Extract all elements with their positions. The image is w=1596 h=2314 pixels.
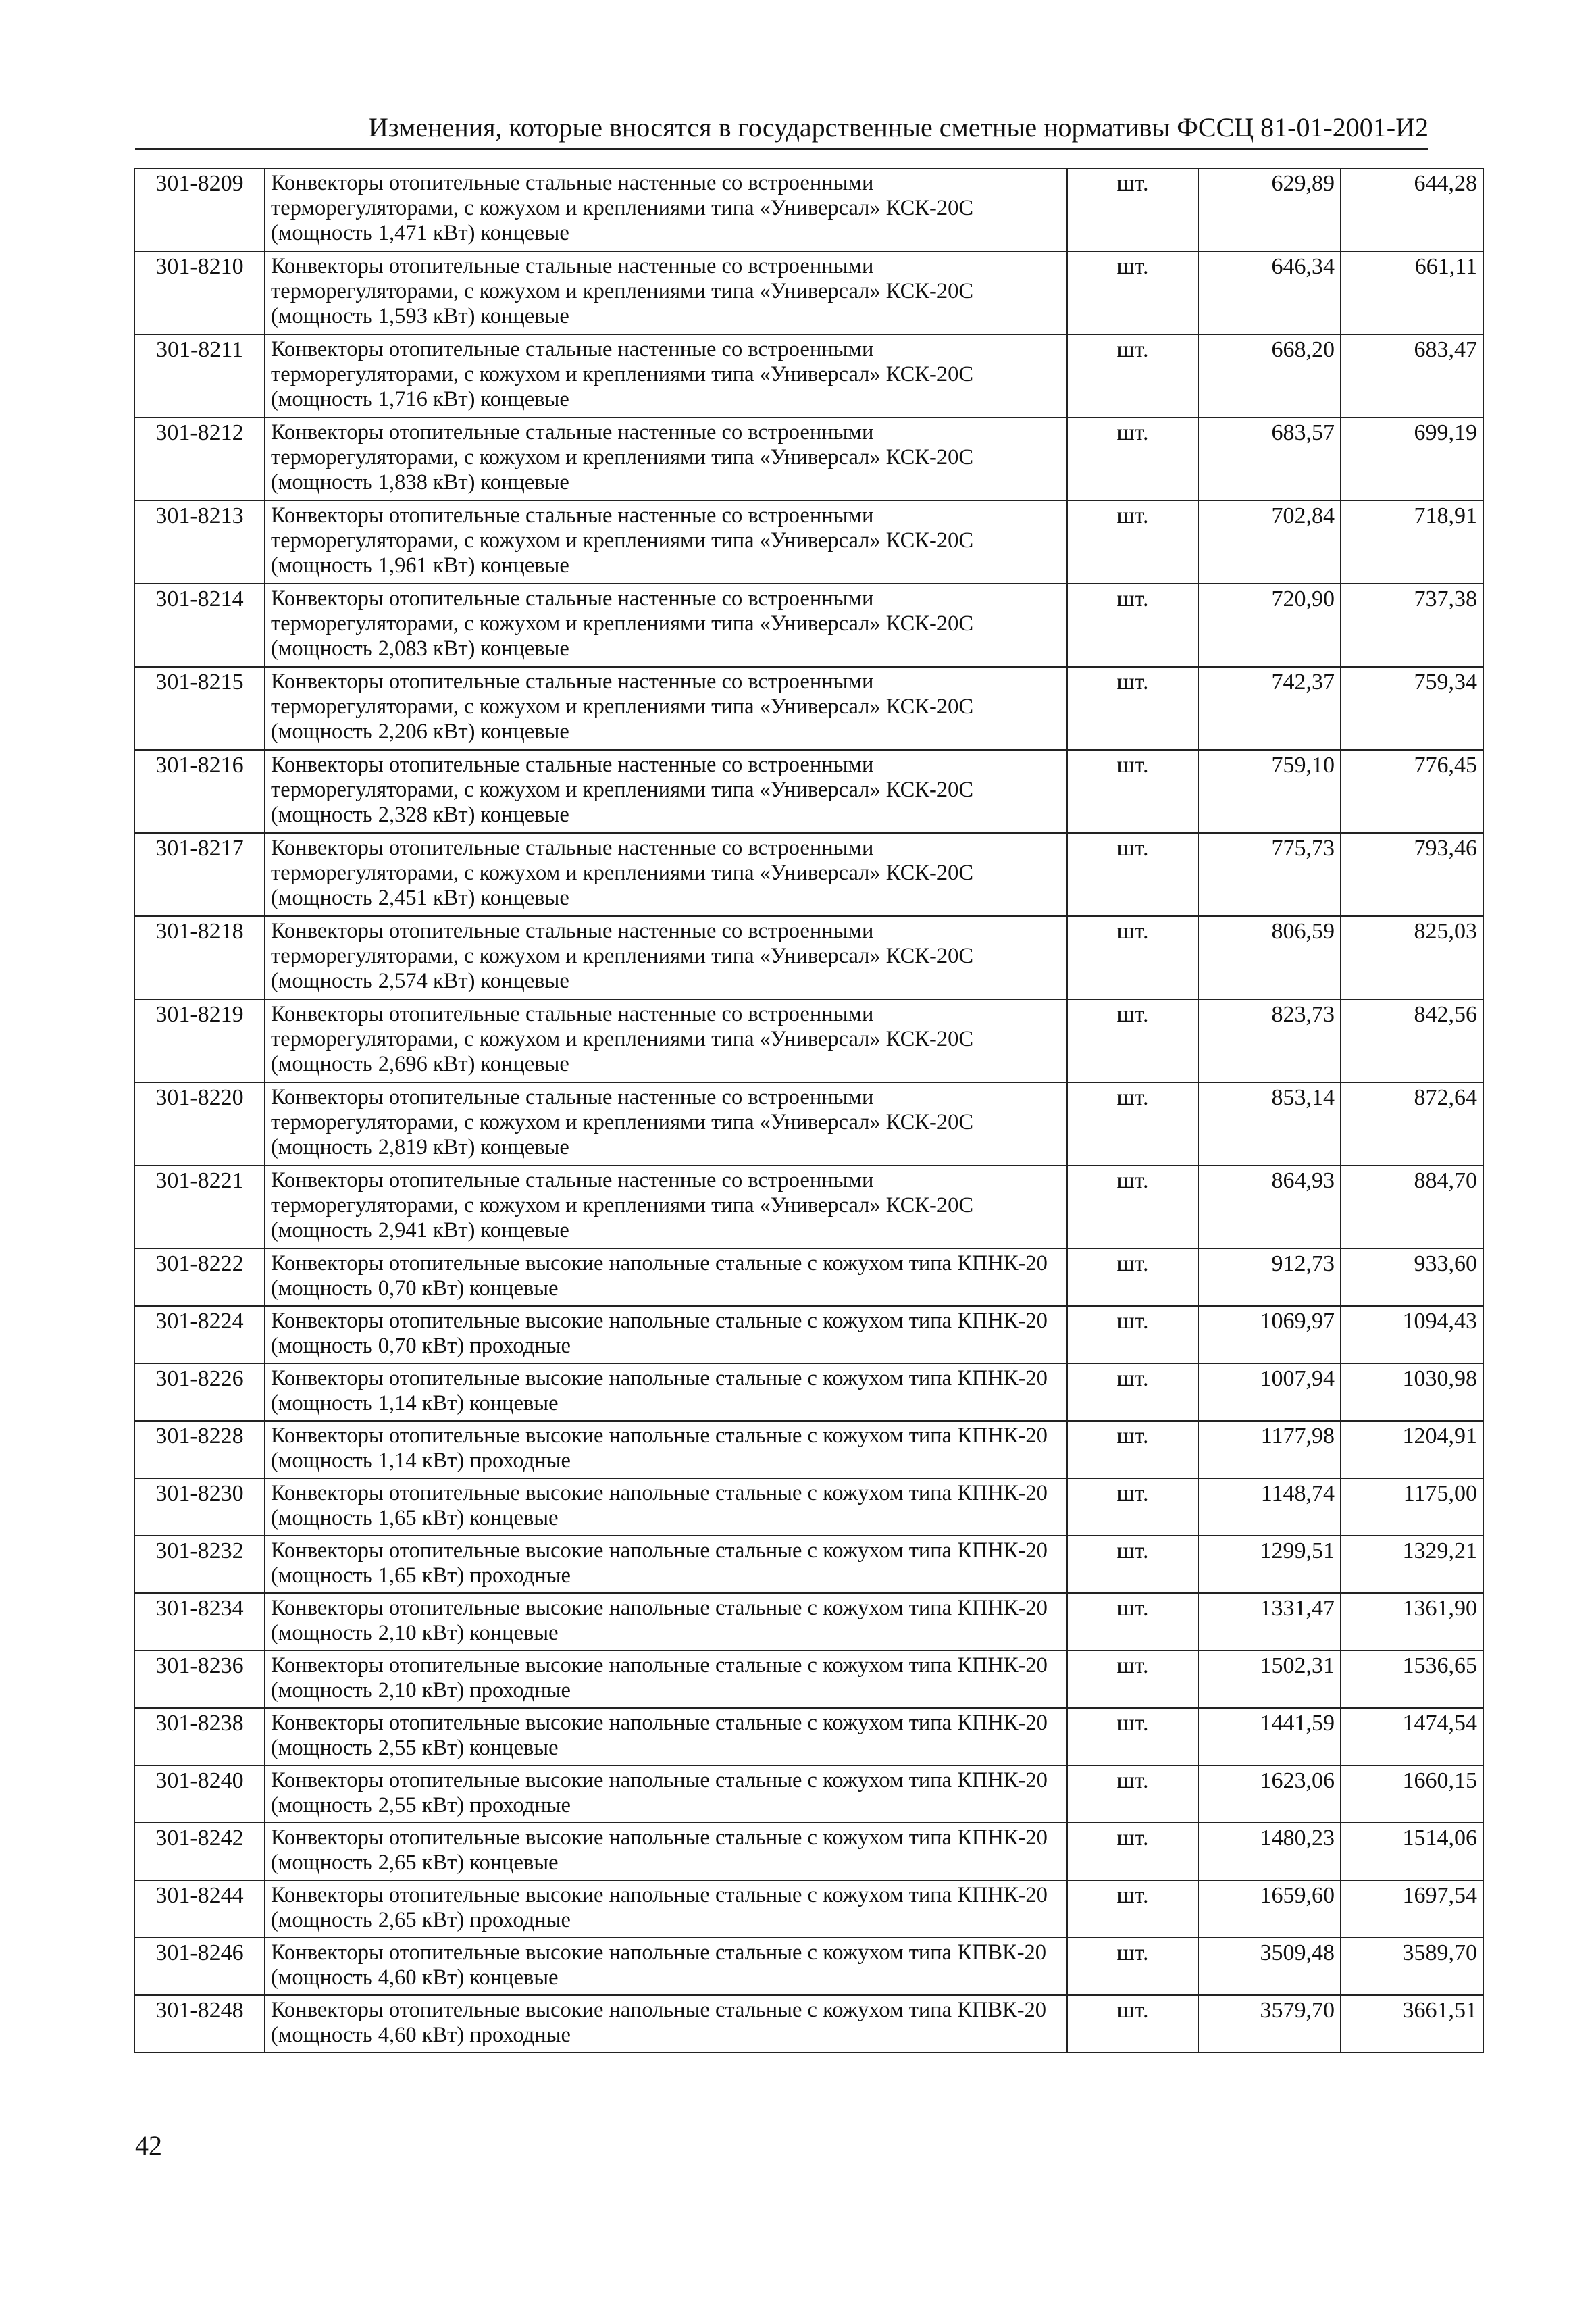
row-unit: шт. (1067, 1478, 1198, 1536)
table-row (134, 999, 1483, 1082)
row-price-1: 759,10 (1198, 750, 1341, 833)
table-row (134, 1880, 1483, 1938)
row-price-1: 1007,94 (1198, 1363, 1341, 1421)
row-price-1: 1480,23 (1198, 1823, 1341, 1880)
row-unit: шт. (1067, 1938, 1198, 1995)
row-code: 301-8230 (134, 1478, 265, 1536)
row-price-2: 776,45 (1341, 750, 1483, 833)
row-description: Конвекторы отопительные стальные настенные со встроенными терморегуляторами, с кожухом и креплениями типа «Универсал» КСК-20С (мощность 1,471 кВт) концевые (265, 168, 1067, 251)
row-unit: шт. (1067, 1082, 1198, 1165)
row-code: 301-8217 (134, 833, 265, 916)
row-price-2: 793,46 (1341, 833, 1483, 916)
row-code: 301-8210 (134, 251, 265, 334)
table-row (134, 1363, 1483, 1421)
row-price-1: 823,73 (1198, 999, 1341, 1082)
table-row (134, 334, 1483, 418)
row-price-2: 1094,43 (1341, 1306, 1483, 1363)
table-row (134, 1938, 1483, 1995)
row-price-1: 702,84 (1198, 501, 1341, 584)
row-description: Конвекторы отопительные высокие напольные стальные с кожухом типа КПНК-20 (мощность 0,70 кВт) проходные (265, 1306, 1067, 1363)
row-description: Конвекторы отопительные высокие напольные стальные с кожухом типа КПВК-20 (мощность 4,60 кВт) проходные (265, 1995, 1067, 2053)
row-description: Конвекторы отопительные стальные настенные со встроенными терморегуляторами, с кожухом и креплениями типа «Универсал» КСК-20С (мощность 2,574 кВт) концевые (265, 916, 1067, 999)
row-code: 301-8219 (134, 999, 265, 1082)
table-row (134, 1536, 1483, 1593)
row-code: 301-8244 (134, 1880, 265, 1938)
row-unit: шт. (1067, 584, 1198, 667)
row-code: 301-8222 (134, 1249, 265, 1306)
row-code: 301-8215 (134, 667, 265, 750)
row-unit: шт. (1067, 1421, 1198, 1478)
table-row (134, 501, 1483, 584)
row-price-1: 1177,98 (1198, 1421, 1341, 1478)
table-row (134, 667, 1483, 750)
row-description: Конвекторы отопительные стальные настенные со встроенными терморегуляторами, с кожухом и креплениями типа «Универсал» КСК-20С (мощность 1,593 кВт) концевые (265, 251, 1067, 334)
row-price-1: 720,90 (1198, 584, 1341, 667)
row-description: Конвекторы отопительные стальные настенные со встроенными терморегуляторами, с кожухом и креплениями типа «Универсал» КСК-20С (мощность 2,206 кВт) концевые (265, 667, 1067, 750)
row-unit: шт. (1067, 418, 1198, 501)
row-price-1: 646,34 (1198, 251, 1341, 334)
row-code: 301-8209 (134, 168, 265, 251)
row-code: 301-8214 (134, 584, 265, 667)
row-unit: шт. (1067, 501, 1198, 584)
row-price-1: 1659,60 (1198, 1880, 1341, 1938)
row-price-2: 1204,91 (1341, 1421, 1483, 1478)
row-description: Конвекторы отопительные стальные настенные со встроенными терморегуляторами, с кожухом и креплениями типа «Универсал» КСК-20С (мощность 1,716 кВт) концевые (265, 334, 1067, 418)
row-price-2: 737,38 (1341, 584, 1483, 667)
row-price-1: 683,57 (1198, 418, 1341, 501)
row-price-1: 668,20 (1198, 334, 1341, 418)
row-price-2: 825,03 (1341, 916, 1483, 999)
table-row (134, 168, 1483, 251)
price-table (134, 168, 1484, 2053)
row-unit: шт. (1067, 251, 1198, 334)
row-price-2: 3661,51 (1341, 1995, 1483, 2053)
table-row (134, 1765, 1483, 1823)
row-price-1: 742,37 (1198, 667, 1341, 750)
row-unit: шт. (1067, 667, 1198, 750)
row-code: 301-8248 (134, 1995, 265, 2053)
row-price-2: 1660,15 (1341, 1765, 1483, 1823)
row-price-2: 884,70 (1341, 1165, 1483, 1249)
row-unit: шт. (1067, 1651, 1198, 1708)
row-code: 301-8236 (134, 1651, 265, 1708)
row-unit: шт. (1067, 1708, 1198, 1765)
row-price-2: 1536,65 (1341, 1651, 1483, 1708)
page-number: 42 (135, 2130, 162, 2161)
row-unit: шт. (1067, 833, 1198, 916)
row-price-1: 1623,06 (1198, 1765, 1341, 1823)
table-row (134, 1421, 1483, 1478)
row-description: Конвекторы отопительные стальные настенные со встроенными терморегуляторами, с кожухом и креплениями типа «Универсал» КСК-20С (мощность 2,328 кВт) концевые (265, 750, 1067, 833)
row-price-1: 912,73 (1198, 1249, 1341, 1306)
row-price-2: 933,60 (1341, 1249, 1483, 1306)
row-code: 301-8242 (134, 1823, 265, 1880)
row-price-2: 759,34 (1341, 667, 1483, 750)
row-unit: шт. (1067, 1823, 1198, 1880)
row-unit: шт. (1067, 999, 1198, 1082)
row-description: Конвекторы отопительные стальные настенные со встроенными терморегуляторами, с кожухом и креплениями типа «Универсал» КСК-20С (мощность 2,083 кВт) концевые (265, 584, 1067, 667)
row-code: 301-8211 (134, 334, 265, 418)
row-code: 301-8220 (134, 1082, 265, 1165)
table-row (134, 1082, 1483, 1165)
row-price-1: 1299,51 (1198, 1536, 1341, 1593)
table-row (134, 1165, 1483, 1249)
row-price-1: 3509,48 (1198, 1938, 1341, 1995)
row-unit: шт. (1067, 1880, 1198, 1938)
row-unit: шт. (1067, 334, 1198, 418)
row-price-2: 699,19 (1341, 418, 1483, 501)
table-row (134, 833, 1483, 916)
row-code: 301-8213 (134, 501, 265, 584)
row-description: Конвекторы отопительные стальные настенные со встроенными терморегуляторами, с кожухом и креплениями типа «Универсал» КСК-20С (мощность 2,696 кВт) концевые (265, 999, 1067, 1082)
row-description: Конвекторы отопительные высокие напольные стальные с кожухом типа КПНК-20 (мощность 2,65 кВт) концевые (265, 1823, 1067, 1880)
table-row (134, 750, 1483, 833)
row-code: 301-8232 (134, 1536, 265, 1593)
row-description: Конвекторы отопительные стальные настенные со встроенными терморегуляторами, с кожухом и креплениями типа «Универсал» КСК-20С (мощность 2,451 кВт) концевые (265, 833, 1067, 916)
row-unit: шт. (1067, 1165, 1198, 1249)
table-row (134, 1708, 1483, 1765)
row-price-1: 864,93 (1198, 1165, 1341, 1249)
row-unit: шт. (1067, 1536, 1198, 1593)
row-price-2: 1329,21 (1341, 1536, 1483, 1593)
row-description: Конвекторы отопительные стальные настенные со встроенными терморегуляторами, с кожухом и креплениями типа «Универсал» КСК-20С (мощность 2,819 кВт) концевые (265, 1082, 1067, 1165)
row-price-2: 661,11 (1341, 251, 1483, 334)
row-description: Конвекторы отопительные высокие напольные стальные с кожухом типа КПНК-20 (мощность 1,14 кВт) проходные (265, 1421, 1067, 1478)
row-code: 301-8238 (134, 1708, 265, 1765)
page-header: Изменения, которые вносятся в государственные сметные нормативы ФССЦ 81-01-2001-И2 (135, 111, 1428, 150)
row-price-2: 683,47 (1341, 334, 1483, 418)
table-row (134, 584, 1483, 667)
table-row (134, 1651, 1483, 1708)
table-row (134, 251, 1483, 334)
table-row (134, 1593, 1483, 1651)
row-description: Конвекторы отопительные стальные настенные со встроенными терморегуляторами, с кожухом и креплениями типа «Универсал» КСК-20С (мощность 1,838 кВт) концевые (265, 418, 1067, 501)
row-unit: шт. (1067, 1593, 1198, 1651)
row-price-2: 1030,98 (1341, 1363, 1483, 1421)
row-price-2: 1175,00 (1341, 1478, 1483, 1536)
table-row (134, 1478, 1483, 1536)
row-price-2: 644,28 (1341, 168, 1483, 251)
row-price-1: 1069,97 (1198, 1306, 1341, 1363)
row-unit: шт. (1067, 750, 1198, 833)
row-unit: шт. (1067, 1995, 1198, 2053)
row-price-1: 1441,59 (1198, 1708, 1341, 1765)
row-price-1: 3579,70 (1198, 1995, 1341, 2053)
row-unit: шт. (1067, 1363, 1198, 1421)
table-row (134, 418, 1483, 501)
table-row (134, 1823, 1483, 1880)
row-unit: шт. (1067, 1249, 1198, 1306)
row-price-2: 872,64 (1341, 1082, 1483, 1165)
row-price-2: 1361,90 (1341, 1593, 1483, 1651)
row-description: Конвекторы отопительные высокие напольные стальные с кожухом типа КПНК-20 (мощность 2,65 кВт) проходные (265, 1880, 1067, 1938)
row-price-2: 1697,54 (1341, 1880, 1483, 1938)
row-description: Конвекторы отопительные высокие напольные стальные с кожухом типа КПНК-20 (мощность 0,70 кВт) концевые (265, 1249, 1067, 1306)
table-row (134, 1995, 1483, 2053)
row-description: Конвекторы отопительные высокие напольные стальные с кожухом типа КПНК-20 (мощность 1,65 кВт) проходные (265, 1536, 1067, 1593)
row-price-1: 1331,47 (1198, 1593, 1341, 1651)
table-row (134, 1306, 1483, 1363)
price-table-body (134, 168, 1483, 2053)
row-code: 301-8228 (134, 1421, 265, 1478)
row-description: Конвекторы отопительные высокие напольные стальные с кожухом типа КПНК-20 (мощность 2,10 кВт) проходные (265, 1651, 1067, 1708)
row-price-1: 775,73 (1198, 833, 1341, 916)
table-row (134, 1249, 1483, 1306)
row-code: 301-8218 (134, 916, 265, 999)
row-unit: шт. (1067, 916, 1198, 999)
row-description: Конвекторы отопительные стальные настенные со встроенными терморегуляторами, с кожухом и креплениями типа «Универсал» КСК-20С (мощность 2,941 кВт) концевые (265, 1165, 1067, 1249)
row-unit: шт. (1067, 1306, 1198, 1363)
row-description: Конвекторы отопительные высокие напольные стальные с кожухом типа КПНК-20 (мощность 2,55 кВт) проходные (265, 1765, 1067, 1823)
row-code: 301-8246 (134, 1938, 265, 1995)
row-price-2: 1514,06 (1341, 1823, 1483, 1880)
row-description: Конвекторы отопительные высокие напольные стальные с кожухом типа КПВК-20 (мощность 4,60 кВт) концевые (265, 1938, 1067, 1995)
row-code: 301-8216 (134, 750, 265, 833)
row-price-1: 629,89 (1198, 168, 1341, 251)
row-price-2: 842,56 (1341, 999, 1483, 1082)
row-price-1: 853,14 (1198, 1082, 1341, 1165)
row-description: Конвекторы отопительные высокие напольные стальные с кожухом типа КПНК-20 (мощность 2,55 кВт) концевые (265, 1708, 1067, 1765)
row-description: Конвекторы отопительные стальные настенные со встроенными терморегуляторами, с кожухом и креплениями типа «Универсал» КСК-20С (мощность 1,961 кВт) концевые (265, 501, 1067, 584)
row-description: Конвекторы отопительные высокие напольные стальные с кожухом типа КПНК-20 (мощность 1,65 кВт) концевые (265, 1478, 1067, 1536)
row-unit: шт. (1067, 1765, 1198, 1823)
row-code: 301-8224 (134, 1306, 265, 1363)
row-description: Конвекторы отопительные высокие напольные стальные с кожухом типа КПНК-20 (мощность 2,10 кВт) концевые (265, 1593, 1067, 1651)
price-table-container (134, 168, 1483, 2053)
table-row (134, 916, 1483, 999)
row-price-2: 718,91 (1341, 501, 1483, 584)
row-code: 301-8240 (134, 1765, 265, 1823)
row-price-1: 806,59 (1198, 916, 1341, 999)
row-code: 301-8221 (134, 1165, 265, 1249)
row-code: 301-8212 (134, 418, 265, 501)
row-price-1: 1148,74 (1198, 1478, 1341, 1536)
row-price-2: 1474,54 (1341, 1708, 1483, 1765)
row-description: Конвекторы отопительные высокие напольные стальные с кожухом типа КПНК-20 (мощность 1,14 кВт) концевые (265, 1363, 1067, 1421)
row-code: 301-8226 (134, 1363, 265, 1421)
row-code: 301-8234 (134, 1593, 265, 1651)
row-price-1: 1502,31 (1198, 1651, 1341, 1708)
row-unit: шт. (1067, 168, 1198, 251)
row-price-2: 3589,70 (1341, 1938, 1483, 1995)
